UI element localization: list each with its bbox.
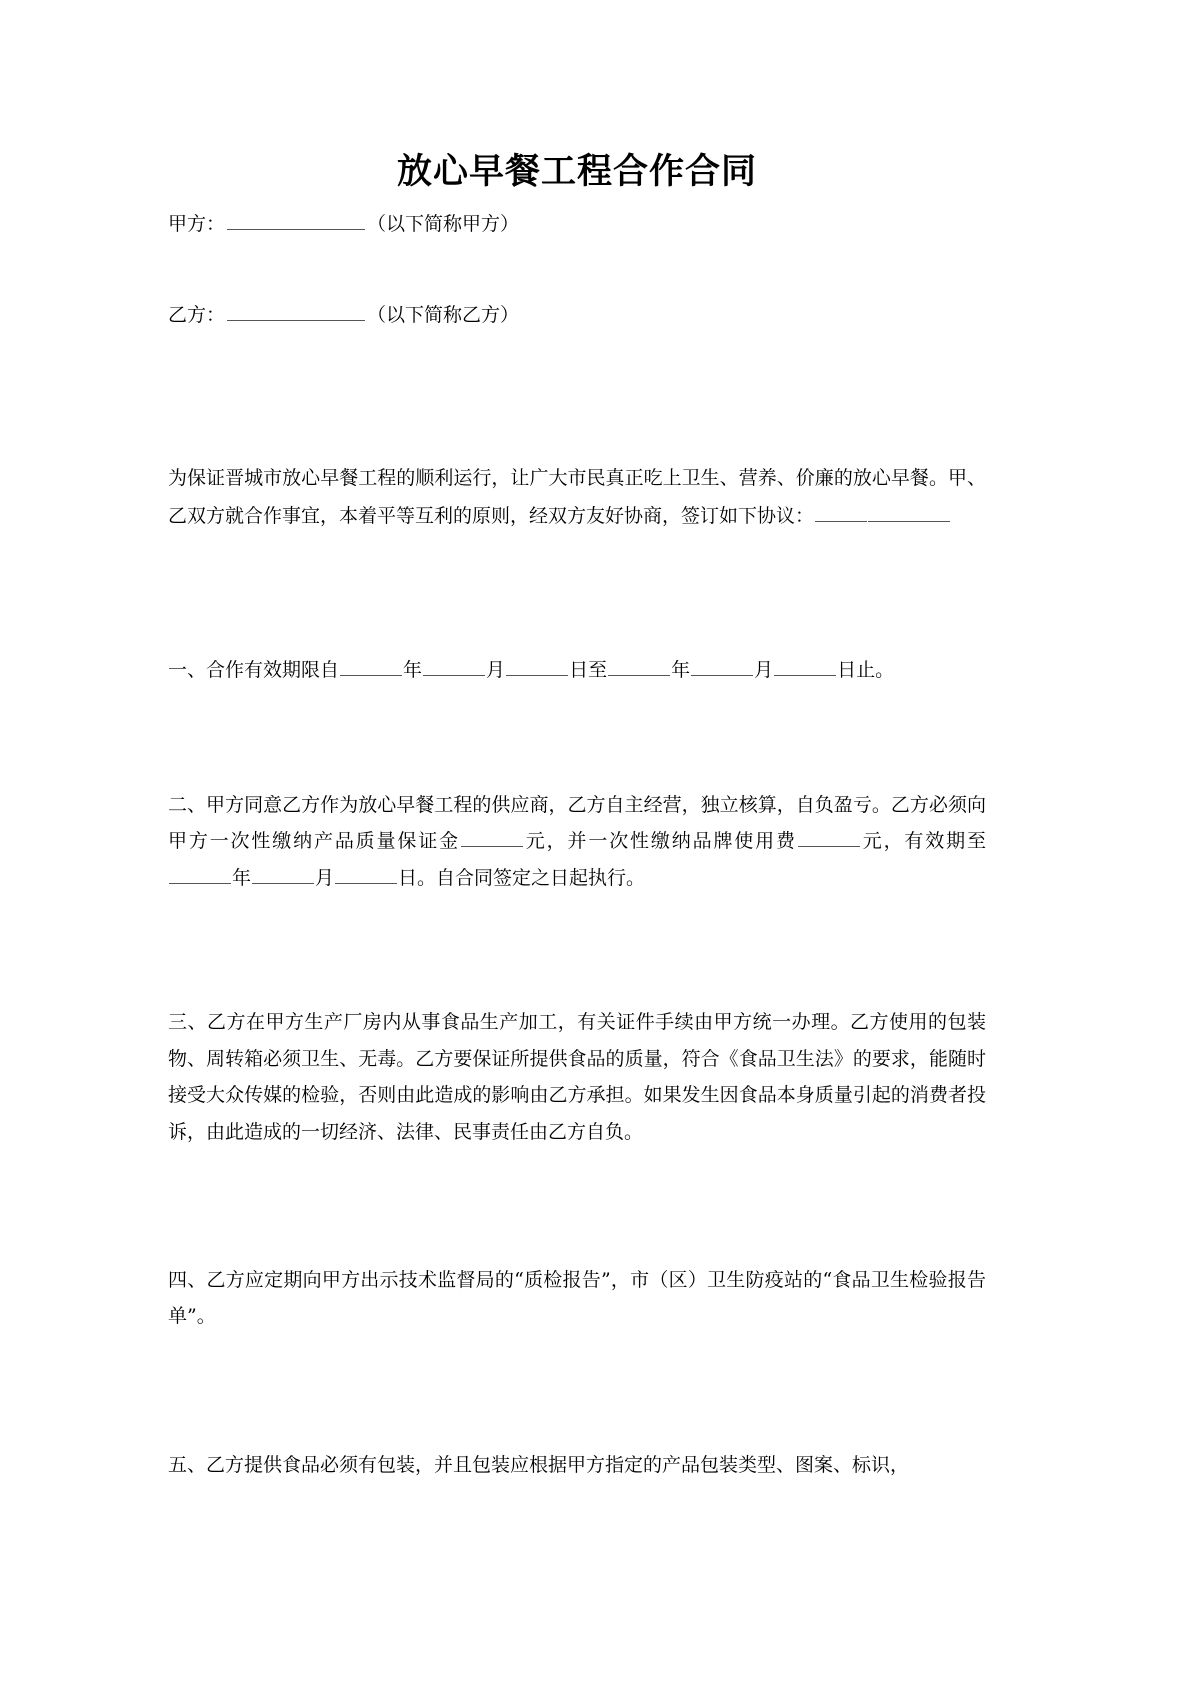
clause-1-seg-0: 合作有效期限自 <box>206 659 340 682</box>
clause-2-blank-year[interactable] <box>169 865 231 884</box>
clause-1-seg-4: 年 <box>671 659 691 682</box>
spacer-before-clause-1 <box>168 534 986 652</box>
clause-2-seg-5: 日。自合同签定之日起执行。 <box>398 866 646 889</box>
clause-1-blank-start-month[interactable] <box>423 657 485 676</box>
clause-2 <box>168 787 986 896</box>
clause-1-blank-end-day[interactable] <box>774 657 836 676</box>
clause-2-seg-0: 甲方同意乙方作为放心早餐工程的供应商，乙方自主经营，独立核算，自负盈亏。乙方必须向甲方一次性缴纳产品质量保证金 <box>168 793 986 853</box>
party-b-blank[interactable] <box>227 302 365 321</box>
clause-4-number: 四、 <box>168 1268 207 1291</box>
spacer-before-clause-4 <box>168 1150 986 1262</box>
preamble-text: 为保证晋城市放心早餐工程的顺利运行，让广大市民真正吃上卫生、营养、价廉的放心早餐。甲、乙双方就合作事宜，本着平等互利的原则，经双方友好协商，签订如下协议： <box>168 467 986 527</box>
party-a-blank[interactable] <box>227 211 365 230</box>
clause-1-seg-6: 日止。 <box>837 659 895 682</box>
clause-2-blank-month[interactable] <box>252 865 314 884</box>
party-line-second <box>168 241 986 332</box>
clause-2-seg-2: 元，有效期至 <box>860 830 986 853</box>
preamble-paragraph <box>168 332 986 534</box>
clause-5 <box>168 1447 986 1483</box>
party-a-label: 甲方： <box>168 212 226 235</box>
clause-2-seg-4: 月 <box>315 866 335 889</box>
clause-1-blank-end-year[interactable] <box>608 657 670 676</box>
clause-2-number: 二、 <box>168 793 207 816</box>
clause-2-blank-brand-fee[interactable] <box>798 828 860 847</box>
clause-2-blank-deposit[interactable] <box>461 828 523 847</box>
clause-5-number: 五、 <box>168 1453 207 1476</box>
clause-2-seg-3: 年 <box>232 866 252 889</box>
clause-5-text: 乙方提供食品必须有包装，并且包装应根据甲方指定的产品包装类型、图案、标识， <box>206 1453 910 1476</box>
clause-4 <box>168 1262 986 1335</box>
clause-1-number: 一、 <box>168 659 207 682</box>
party-b-note: （以下简称乙方） <box>367 304 520 326</box>
clause-1-blank-end-month[interactable] <box>691 657 753 676</box>
clause-1-seg-5: 月 <box>754 659 774 682</box>
document-content <box>168 0 986 1483</box>
clause-1-blank-start-year[interactable] <box>340 657 402 676</box>
page-title: 放心早餐工程合作合同 <box>396 151 757 192</box>
clause-1 <box>168 652 986 688</box>
spacer-before-clause-2 <box>168 689 986 787</box>
clause-1-seg-2: 月 <box>486 659 506 682</box>
clause-2-blank-day[interactable] <box>335 865 397 884</box>
party-a-note: （以下简称甲方） <box>367 212 520 235</box>
party-line-first <box>168 194 986 241</box>
clause-4-text: 乙方应定期向甲方出示技术监督局的“质检报告”，市（区）卫生防疫站的“食品卫生检验报告单”。 <box>168 1268 986 1328</box>
clause-1-seg-1: 年 <box>403 659 423 682</box>
clause-3-text: 乙方在甲方生产厂房内从事食品生产加工，有关证件手续由甲方统一办理。乙方使用的包装物、周转箱必须卫生、无毒。乙方要保证所提供食品的质量，符合《食品卫生法》的要求，能随时接受大众传媒的检验，否则由此造成的影响由乙方承担。如果发生因食品本身质量引起的消费者投诉，由此造成的一切经济、法律、民事责任由乙方自负。 <box>168 1011 986 1143</box>
preamble-blank-wrapped[interactable] <box>868 503 950 522</box>
clause-2-seg-1: 元，并一次性缴纳品牌使用费 <box>523 830 797 853</box>
spacer-before-clause-5 <box>168 1335 986 1447</box>
clause-3-number: 三、 <box>168 1011 207 1034</box>
party-b-label: 乙方： <box>168 304 226 326</box>
preamble-blank[interactable] <box>815 503 867 522</box>
clause-1-seg-3: 日至 <box>569 659 608 682</box>
clause-3 <box>168 1004 986 1150</box>
clause-1-blank-start-day[interactable] <box>506 657 568 676</box>
spacer-before-clause-3 <box>168 896 986 1004</box>
